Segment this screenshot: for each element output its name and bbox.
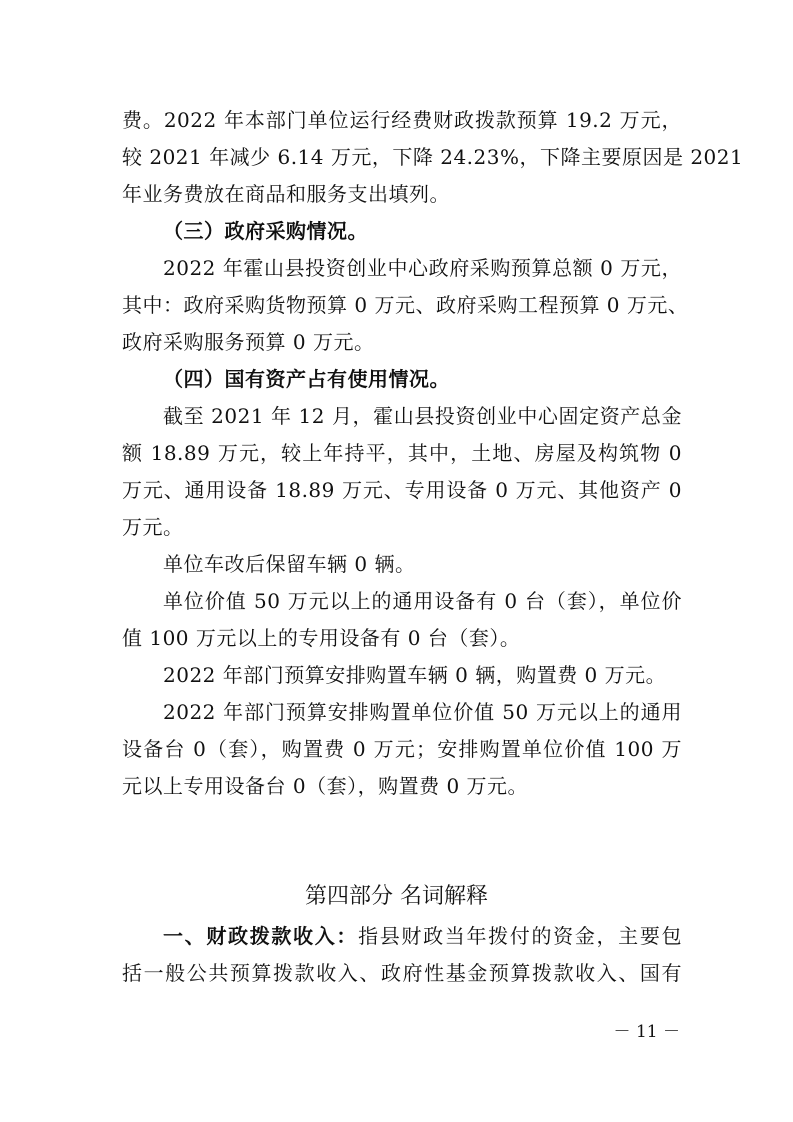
paragraph-line: 2022 年部门预算安排购置单位价值 50 万元以上的通用 bbox=[163, 700, 682, 724]
paragraph-line: 政府采购服务预算 0 万元。 bbox=[122, 330, 375, 354]
paragraph-line: 截至 2021 年 12 月，霍山县投资创业中心固定资产总金 bbox=[163, 404, 682, 428]
paragraph-line: 较 2021 年减少 6.14 万元，下降 24.23%，下降主要原因是 2021 bbox=[122, 145, 744, 169]
paragraph-line: 2022 年霍山县投资创业中心政府采购预算总额 0 万元， bbox=[163, 256, 682, 280]
subsection-heading-assets: （四）国有资产占有使用情况。 bbox=[163, 367, 450, 391]
paragraph-line: 2022 年部门预算安排购置车辆 0 辆，购置费 0 万元。 bbox=[163, 663, 667, 687]
paragraph-line: 万元。 bbox=[122, 515, 184, 539]
section-heading: 第四部分 名词解释 bbox=[305, 884, 488, 909]
term-lead: 一、财政拨款收入： bbox=[163, 924, 359, 948]
paragraph-line: 其中：政府采购货物预算 0 万元、政府采购工程预算 0 万元、 bbox=[122, 293, 689, 317]
paragraph-line: 万元、通用设备 18.89 万元、专用设备 0 万元、其他资产 0 bbox=[122, 478, 682, 502]
paragraph-line: 设备台 0（套），购置费 0 万元；安排购置单位价值 100 万 bbox=[122, 737, 682, 761]
paragraph-line: 单位车改后保留车辆 0 辆。 bbox=[163, 552, 416, 576]
paragraph-line: 元以上专用设备台 0（套），购置费 0 万元。 bbox=[122, 774, 529, 798]
paragraph-line: 额 18.89 万元，较上年持平，其中，土地、房屋及构筑物 0 bbox=[122, 441, 682, 465]
paragraph-line: 年业务费放在商品和服务支出填列。 bbox=[122, 182, 450, 206]
paragraph-line: 单位价值 50 万元以上的通用设备有 0 台（套），单位价 bbox=[163, 589, 682, 613]
term-text: 指县财政当年拨付的资金，主要包 bbox=[358, 924, 683, 948]
paragraph-line: 费。2022 年本部门单位运行经费财政拨款预算 19.2 万元， bbox=[122, 108, 682, 132]
term-definition-line bbox=[163, 922, 682, 950]
paragraph-line: 值 100 万元以上的专用设备有 0 台（套）。 bbox=[122, 626, 521, 650]
subsection-heading-procurement: （三）政府采购情况。 bbox=[163, 219, 368, 243]
page-number: － 11 － bbox=[613, 1022, 680, 1042]
paragraph-line: 括一般公共预算拨款收入、政府性基金预算拨款收入、国有 bbox=[122, 961, 682, 985]
